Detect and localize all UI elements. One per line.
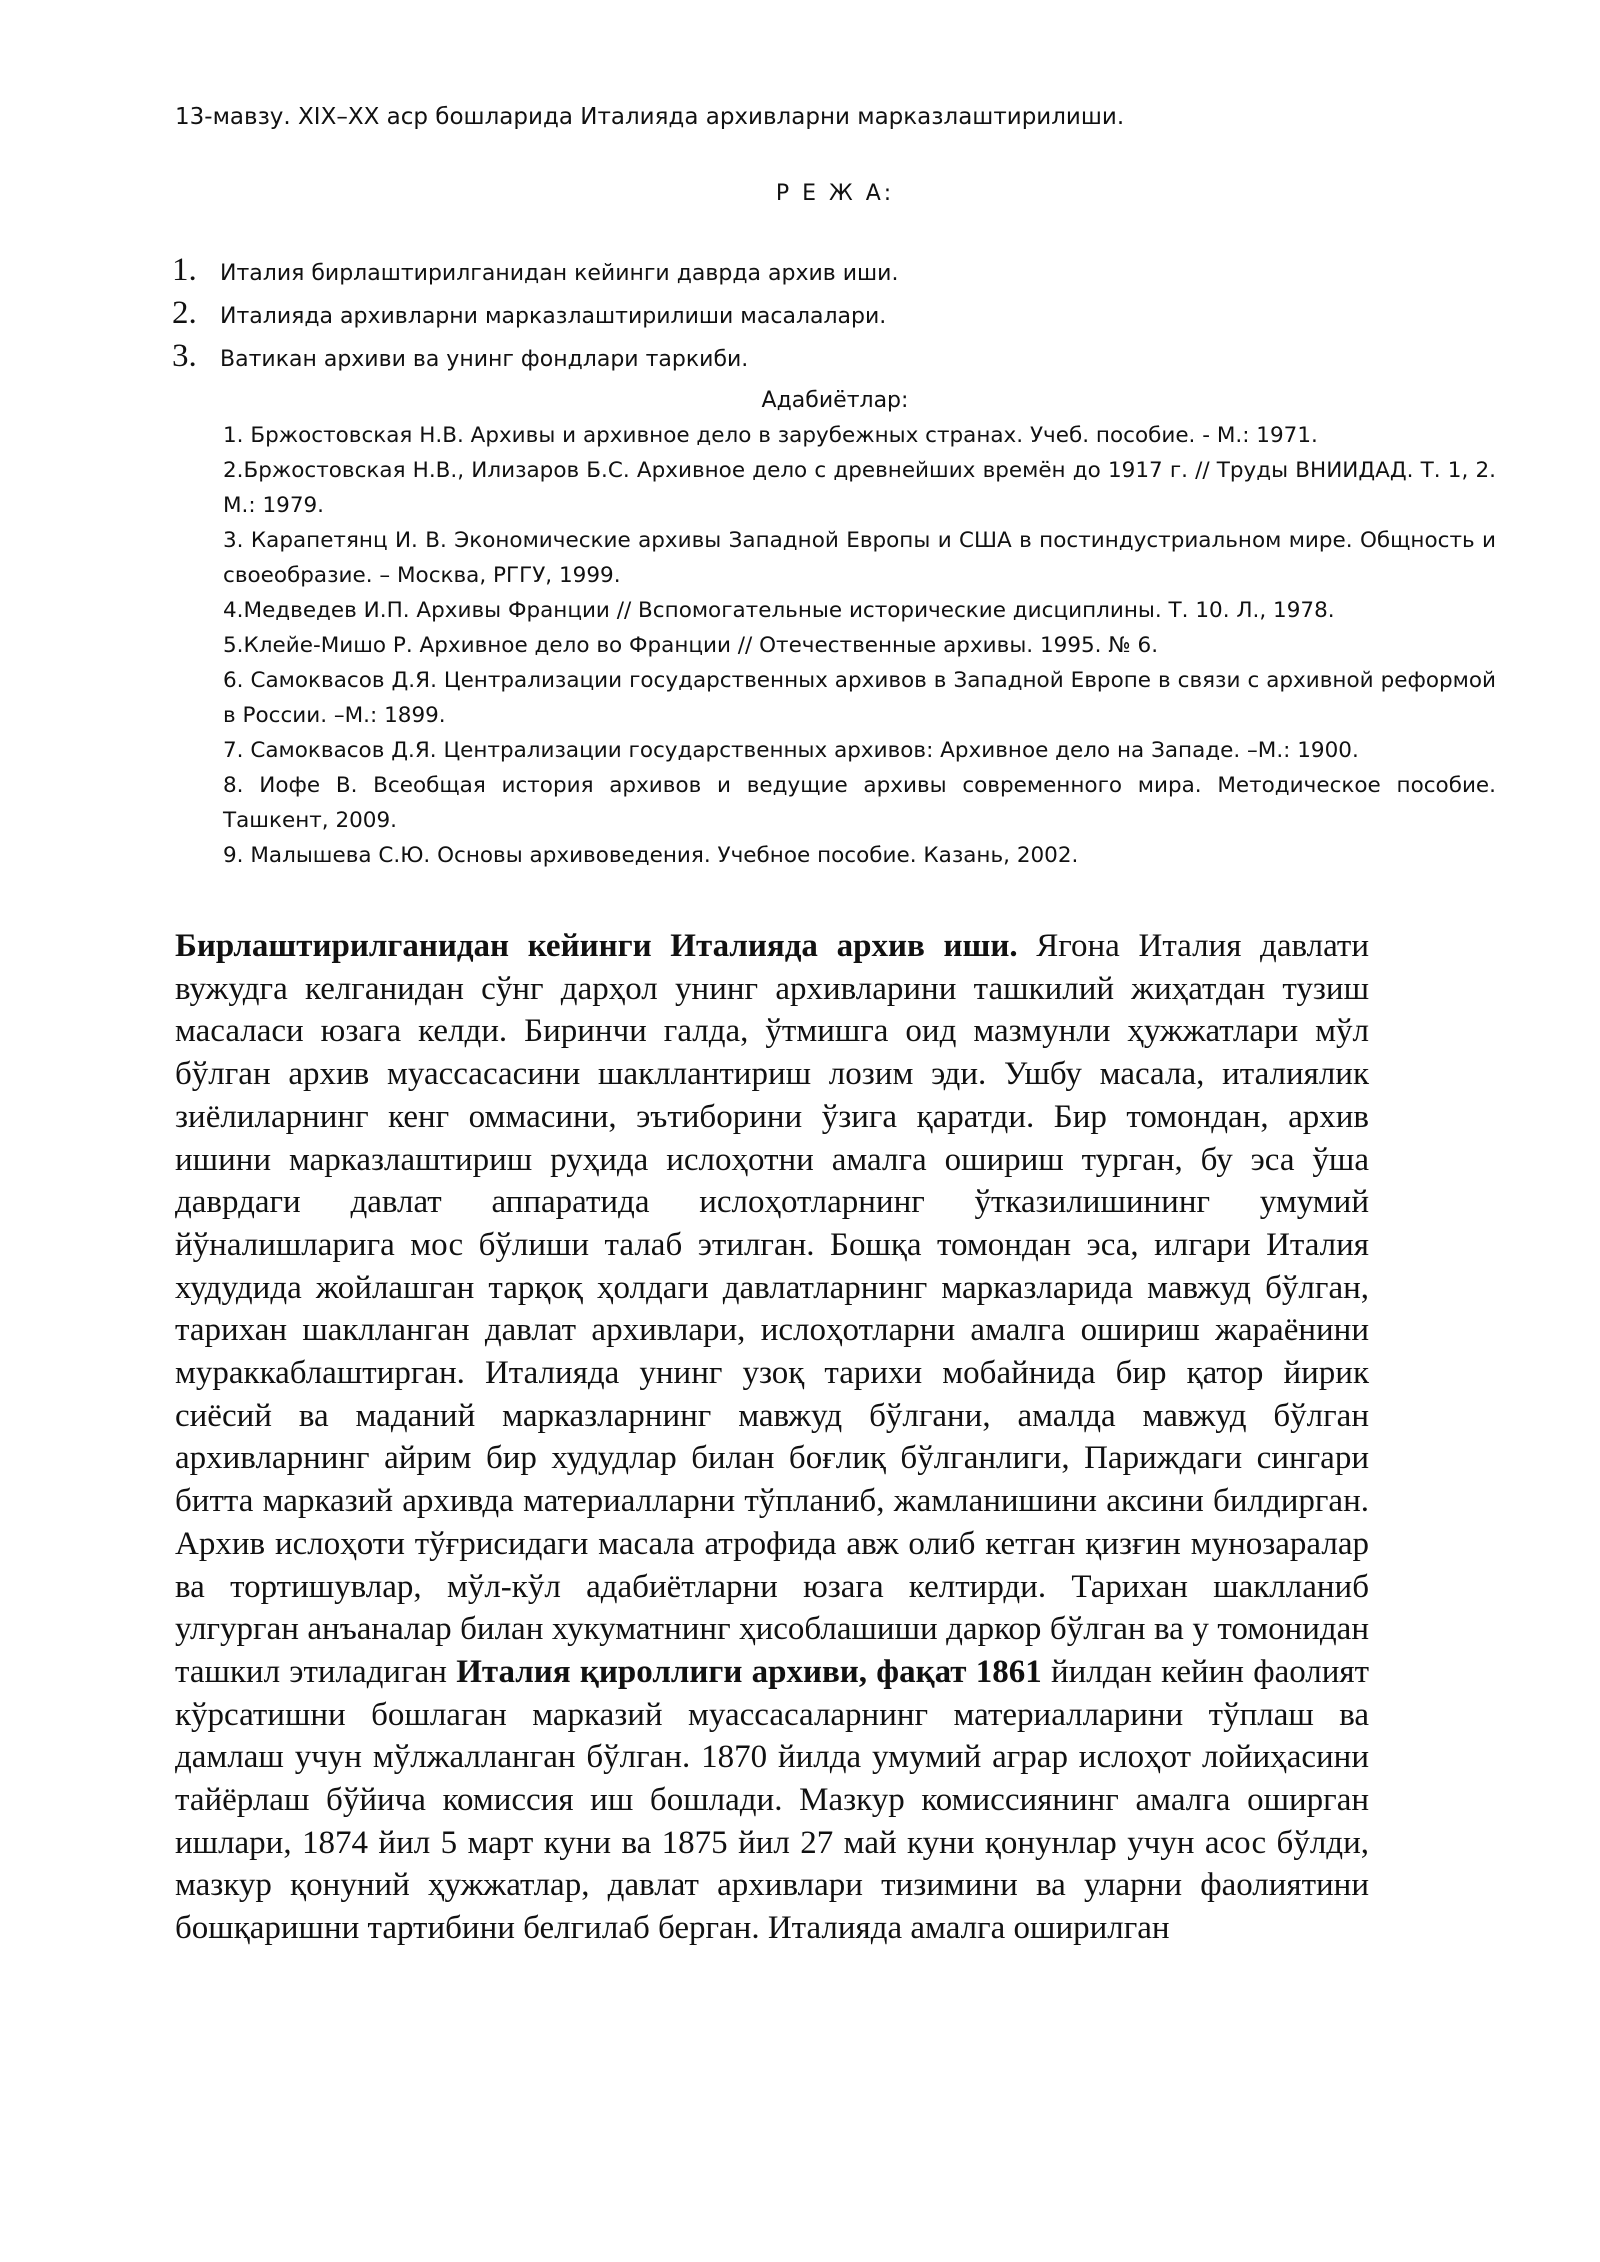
topic-title: 13-мавзу. XIX–XX аср бошларида Италияда архивларни марказлаштирилиши. bbox=[175, 104, 1125, 130]
reference-item: 6. Самоквасов Д.Я. Централизации государственных архивов в Западной Европе в связи с архивной реформой в России. –М.: 1899. bbox=[223, 668, 1496, 728]
bold-phrase: Италия қироллиги архиви, фақат 1861 bbox=[456, 1653, 1042, 1690]
plan-item-text: Италия бирлаштирилганидан кейинги даврда архив иши. bbox=[220, 261, 899, 286]
body-text-part: Ягона Италия давлати вужудга келганидан сўнг дарҳол унинг архивларини ташкилий жиҳатдан тузиш масаласи юзага келди. Биринчи галда, ўтмишга оид мазмунли ҳужжатлари мўл бўлган архив муассасасини шакллантириш лозим эди. Ушбу масала, италиялик зиёлиларнинг кенг оммасини, эътиборини ўзига қаратди. Бир томондан, архив ишини марказлаштириш руҳида ислоҳотни амалга ошириш турган, бу эса ўша даврдаги давлат аппаратида ислоҳотларнинг ўтказилишининг умумий йўналишларига мос бўлиши талаб этилган. Бошқа томондан эса, илгари Италия худудида жойлашган тарқоқ ҳолдаги давлатларнинг марказларида мавжуд бўлган, тарихан шаклланган давлат архивлари, ислоҳотларни амалга ошириш жараёнини мураккаблаштирган. Италияда унинг узоқ тарихи мобайнида бир қатор йирик сиёсий ва маданий марказларнинг мавжуд бўлгани, амалда мавжуд бўлган архивларнинг айрим бир худудлар билан боғлиқ бўлганлиги, Париждаги сингари битта марказий архивда материалларни тўпланиб, жамланишини аксини билдирган. Архив ислоҳоти тўғрисидаги масала атрофида авж олиб кетган қизғин мунозаралар ва тортишувлар, мўл-кўл адабиётларни юзага келтирди. Тарихан шаклланиб улгурган анъаналар билан хукуматнинг ҳисоблашиши даркор бўлган ва у томонидан ташкил этиладиган bbox=[175, 928, 1369, 1690]
plan-heading: Р Е Ж А: bbox=[775, 181, 895, 206]
plan-item-number: 1. bbox=[172, 252, 197, 288]
plan-item-text: Ватикан архиви ва унинг фондлари таркиби. bbox=[220, 347, 749, 372]
reference-item: 3. Карапетянц И. В. Экономические архивы Западной Европы и США в постиндустриальном мире. Общность и своеобразие. – Москва, РГГУ, 1999. bbox=[223, 528, 1496, 588]
reference-list bbox=[223, 418, 1496, 873]
body-text-part: йилдан кейин фаолият кўрсатишни бошлаган марказий муассасаларнинг материалларини тўплаш ва дамлаш учун мўлжалланган бўлган. 1870 йилда умумий аграр ислоҳот лойиҳасини тайёрлаш бўйича комиссия иш бошлади. Мазкур комиссиянинг амалга оширган ишлари, 1874 йил 5 март куни ва 1875 йил 27 май куни қонунлар учун асос бўлди, мазкур қонуний ҳужжатлар, давлат архивлари тизимини ва уларни фаолиятини бошқаришни тартибини белгилаб берган. Италияда амалга оширилган bbox=[175, 1653, 1370, 1947]
section-heading: Бирлаштирилганидан кейинги Италияда архив иши. bbox=[175, 928, 1018, 964]
literature-heading: Адабиётлар: bbox=[761, 388, 909, 413]
plan-item bbox=[172, 338, 898, 381]
reference-item: 2.Бржостовская Н.В., Илизаров Б.С. Архивное дело с древнейших времён до 1917 г. // Труды ВНИИДАД. Т. 1, 2. М.: 1979. bbox=[223, 458, 1496, 518]
body-paragraph bbox=[175, 925, 1369, 1950]
reference-item: 1. Бржостовская Н.В. Архивы и архивное дело в зарубежных странах. Учеб. пособие. - М.: 1971. bbox=[223, 423, 1318, 448]
reference-item: 9. Малышева С.Ю. Основы архивоведения. Учебное пособие. Казань, 2002. bbox=[223, 843, 1079, 868]
plan-item-text: Италияда архивларни марказлаштирилиши масалалари. bbox=[220, 304, 887, 329]
reference-item: 4.Медведев И.П. Архивы Франции // Вспомогательные исторические дисциплины. Т. 10. Л., 1978. bbox=[223, 598, 1335, 623]
plan-list bbox=[172, 252, 898, 381]
reference-item: 8. Иофе В. Всеобщая история архивов и ведущие архивы современного мира. Методическое пособие. Ташкент, 2009. bbox=[223, 773, 1496, 833]
reference-item: 5.Клейе-Мишо Р. Архивное дело во Франции // Отечественные архивы. 1995. № 6. bbox=[223, 633, 1159, 658]
plan-item-number: 2. bbox=[172, 295, 197, 331]
plan-item-number: 3. bbox=[172, 338, 197, 374]
plan-item bbox=[172, 295, 898, 338]
reference-item: 7. Самоквасов Д.Я. Централизации государственных архивов: Архивное дело на Западе. –М.: 1900. bbox=[223, 738, 1359, 763]
plan-item bbox=[172, 252, 898, 295]
